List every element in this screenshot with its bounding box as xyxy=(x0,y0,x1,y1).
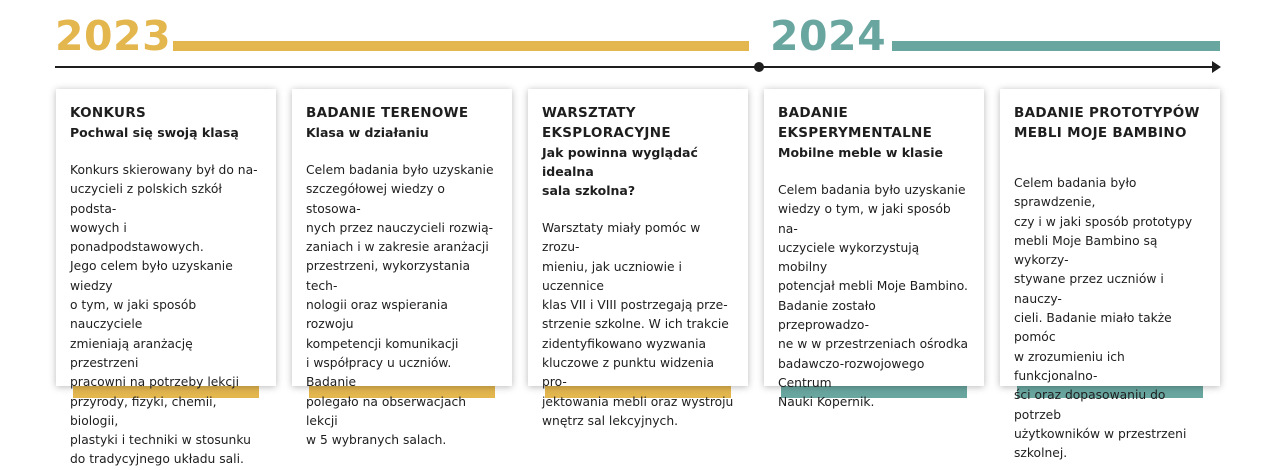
timeline-arrow-icon xyxy=(1212,61,1221,73)
card-heading: KONKURS xyxy=(70,105,147,121)
card-body: Warsztaty miały pomóc w zrozu- mieniu, jak uczniowie i uczennice klas VII i VIII postrzegają prze- strzenie szkolne. W ich trakcie zidentyfikowano wyzwania kluczowe z punktu widzenia pro- jektowania mebli oraz wystroju wnętrz sal lekcyjnych. xyxy=(542,221,734,428)
card-badanie-prototypow xyxy=(1000,89,1220,461)
card-body: Celem badania było uzyskanie wiedzy o tym, w jaki sposób na- uczyciele wykorzystują mobilny potencjał mebli Moje Bambino. Badanie zostało przeprowadzo- ne w w przestrzeniach ośrodka badawczo-rozwojowego Centrum Nauki Kopernik. xyxy=(778,183,969,410)
card-warsztaty-eksploracyjne xyxy=(528,89,748,428)
card-body: Konkurs skierowany był do na- uczycieli z polskich szkół podsta- wowych i ponadpodstawowych. Jego celem było uzyskanie wiedzy o tym, w jaki sposób nauczyciele zmieniają aranżację przestrzeni pracowni na potrzeby lekcji przyrody, fizyki, chemii, biologii, plastyki i techniki w stosunku do tradycyjnego układu sali. xyxy=(70,163,258,467)
timeline-year-marker-dot xyxy=(754,62,764,72)
timeline-axis xyxy=(55,66,1215,68)
card-konkurs xyxy=(56,89,276,467)
card-body: Celem badania było uzyskanie szczegółowej wiedzy o stosowa- nych przez nauczycieli rozwią- zaniach i w zakresie aranżacji przestrzeni, wykorzystania tech- nologii oraz wspierania rozwoju kompetencji komunikacji i współpracy u uczniów. Badanie polegało na obserwacjach lekcji w 5 wybranych salach. xyxy=(306,163,494,448)
card-subtitle: Klasa w działaniu xyxy=(306,125,429,140)
card-badanie-eksperymentalne xyxy=(764,89,984,410)
card-subtitle: Mobilne meble w klasie xyxy=(778,145,943,160)
card-heading: WARSZTATY EKSPLORACYJNE xyxy=(542,105,671,141)
card-heading: BADANIE EKSPERYMENTALNE xyxy=(778,105,933,141)
card-subtitle: Pochwal się swoją klasą xyxy=(70,125,239,140)
year-2024-label: 2024 xyxy=(770,12,887,60)
year-2024-bar xyxy=(892,41,1220,51)
card-subtitle: Jak powinna wyglądać idealna sala szkolna? xyxy=(542,145,698,198)
card-body: Celem badania było sprawdzenie, czy i w jaki sposób prototypy mebli Moje Bambino są wykorzy- stywane przez uczniów i nauczy- cieli. Badanie miało także pomóc w zrozumieniu ich funkcjonalno- ści oraz dopasowaniu do potrzeb użytkowników w przestrzeni szkolnej. xyxy=(1014,176,1193,461)
year-2023-label: 2023 xyxy=(55,12,172,60)
card-heading: BADANIE TERENOWE xyxy=(306,105,469,121)
card-badanie-terenowe xyxy=(292,89,512,448)
card-heading: BADANIE PROTOTYPÓW MEBLI MOJE BAMBINO xyxy=(1014,105,1200,141)
year-2023-bar xyxy=(173,41,749,51)
